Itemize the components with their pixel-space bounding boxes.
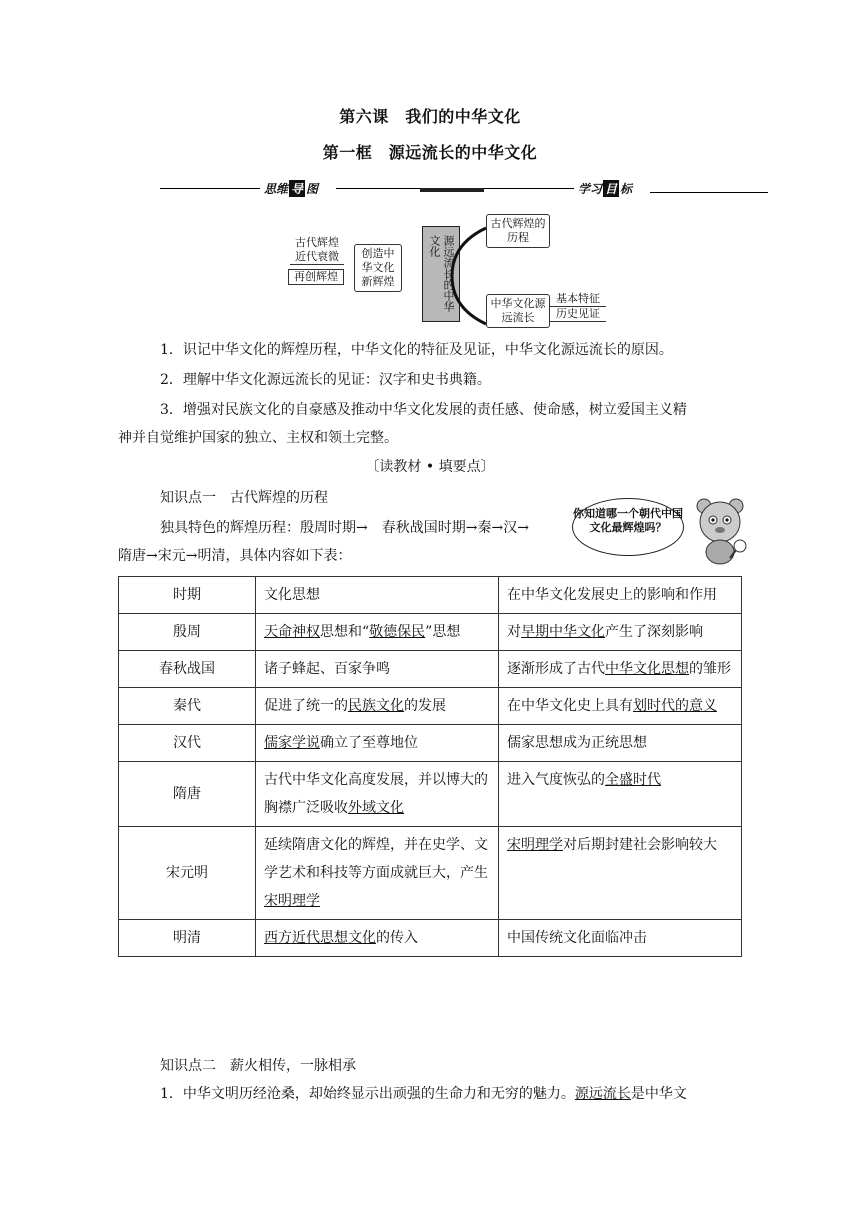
table-row — [119, 725, 742, 762]
th-impact: 在中华文化发展史上的影响和作用 — [499, 577, 742, 614]
th-idea: 文化思想 — [256, 577, 499, 614]
kp1-line2: 隋唐→宋元→明清，具体内容如下表： — [118, 548, 352, 564]
read-header: 〔读教材 • 填要点〕 — [365, 459, 495, 475]
table-row — [119, 614, 742, 651]
kp1-title: 知识点一 古代辉煌的历程 — [160, 490, 328, 506]
cell-period: 隋唐 — [119, 762, 256, 827]
cell-impact: 中国传统文化面临冲击 — [499, 920, 742, 957]
cell-period: 明清 — [119, 920, 256, 957]
frame-title: 第一框 源远流长的中华文化 — [322, 143, 538, 162]
section-banner — [160, 176, 768, 202]
cell-idea: 天命神权思想和“敬德保民”思想 — [256, 614, 499, 651]
cell-period: 秦代 — [119, 688, 256, 725]
cell-idea: 延续隋唐文化的辉煌，并在史学、文学艺术和科技等方面成就巨大，产生宋明理学 — [256, 827, 499, 920]
cell-idea: 古代中华文化高度发展，并以博大的胸襟广泛吸收外域文化 — [256, 762, 499, 827]
kp1-line1: 独具特色的辉煌历程：殷周时期→ 春秋战国时期→秦→汉→ — [160, 520, 529, 536]
cell-impact: 逐渐形成了古代中华文化思想的雏形 — [499, 651, 742, 688]
th-period: 时期 — [119, 577, 256, 614]
cell-impact: 儒家思想成为正统思想 — [499, 725, 742, 762]
mm-top-branch: 古代辉煌的历程 — [486, 214, 550, 248]
cell-impact: 进入气度恢弘的全盛时代 — [499, 762, 742, 827]
kp2-line1: 1．中华文明历经沧桑，却始终显示出顽强的生命力和无穷的魅力。源远流长是中华文 — [160, 1086, 687, 1102]
table-row — [119, 651, 742, 688]
mm-bottom-leaves: 基本特征 历史见证 — [550, 292, 606, 322]
mascot-bear-icon — [690, 496, 750, 566]
cell-period: 殷周 — [119, 614, 256, 651]
table-row — [119, 920, 742, 957]
cell-idea: 西方近代思想文化的传入 — [256, 920, 499, 957]
table-row — [119, 688, 742, 725]
table-header-row — [119, 577, 742, 614]
goals-tag: 学习 目 标 — [574, 180, 636, 197]
question-bubble: 你知道哪一个朝代中国文化最辉煌吗？ — [572, 498, 684, 556]
cell-period: 春秋战国 — [119, 651, 256, 688]
lesson-title: 第六课 我们的中华文化 — [339, 107, 521, 126]
cell-idea: 促进了统一的民族文化的发展 — [256, 688, 499, 725]
goal-3: 3．增强对民族文化的自豪感及推动中华文化发展的责任感、使命感，树立爱国主义精 — [160, 402, 687, 418]
cell-period: 汉代 — [119, 725, 256, 762]
mm-center-box: 源远流长的中华文化 — [422, 226, 460, 322]
mm-bottom-branch: 中华文化源远流长 — [486, 294, 550, 328]
mm-mid-box: 创造中华文化新辉煌 — [354, 244, 402, 292]
goal-1: 1．识记中华文化的辉煌历程，中华文化的特征及见证，中华文化源远流长的原因。 — [160, 342, 673, 358]
mindmap-tag: 思维 导 图 — [260, 180, 322, 197]
cell-idea: 儒家学说确立了至尊地位 — [256, 725, 499, 762]
kp2-title: 知识点二 薪火相传，一脉相承 — [160, 1058, 356, 1074]
cell-impact: 在中华文化史上具有划时代的意义 — [499, 688, 742, 725]
goal-3-cont: 神并自觉维护国家的独立、主权和领土完整。 — [118, 430, 398, 446]
mind-map — [288, 214, 608, 338]
cell-impact: 对早期中华文化产生了深刻影响 — [499, 614, 742, 651]
mm-brace — [448, 214, 488, 338]
table-row — [119, 762, 742, 827]
goal-2: 2．理解中华文化源远流长的见证：汉字和史书典籍。 — [160, 372, 491, 388]
table-row — [119, 827, 742, 920]
cell-idea: 诸子蜂起、百家争鸣 — [256, 651, 499, 688]
cell-impact: 宋明理学对后期封建社会影响较大 — [499, 827, 742, 920]
mm-left-group: 古代辉煌 近代衰微 再创辉煌 — [290, 236, 344, 285]
kp2-underlined-term: 源远流长 — [574, 1086, 631, 1102]
history-table — [118, 576, 742, 957]
cell-period: 宋元明 — [119, 827, 256, 920]
